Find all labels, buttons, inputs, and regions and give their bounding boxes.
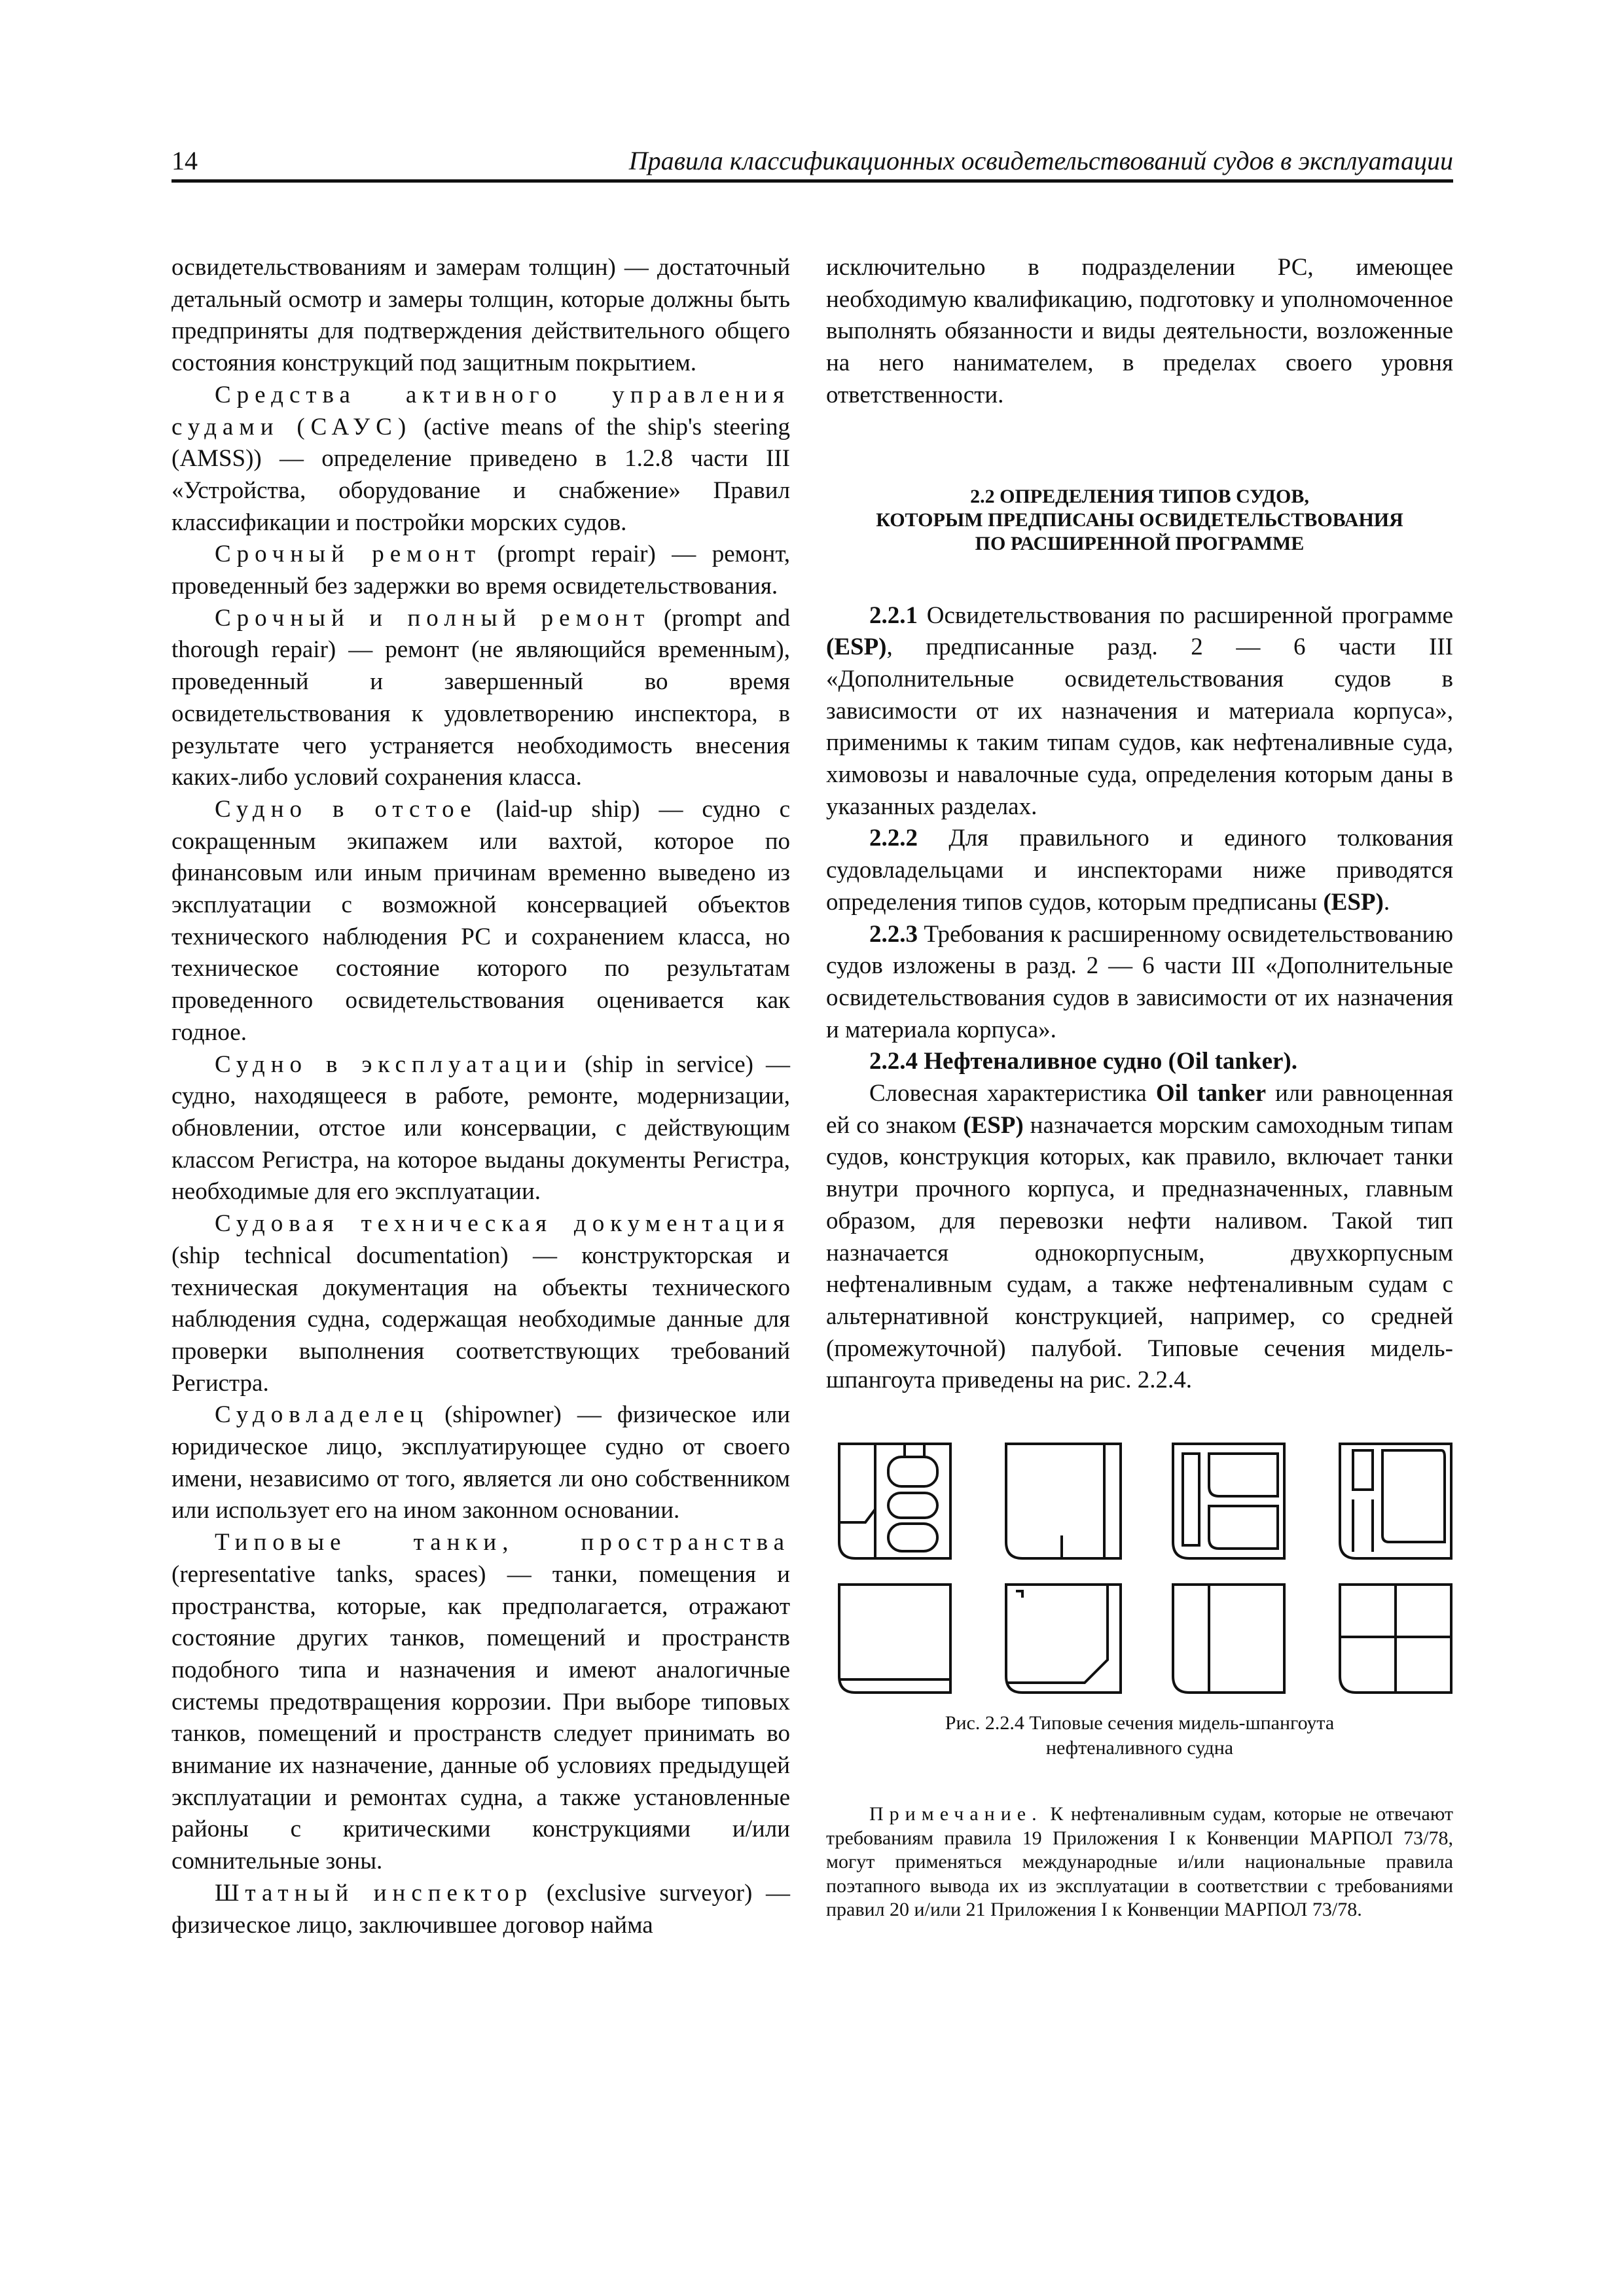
term: Судно в эксплуатации — [215, 1050, 573, 1078]
section-box-single-hull — [839, 1585, 950, 1693]
note-label: Примечание. — [869, 1803, 1043, 1825]
clause-2-2-4-title: 2.2.4 Нефтеналивное судно (Oil tanker). — [869, 1048, 1297, 1075]
term: Судовладелец — [215, 1401, 429, 1429]
term: Штатный инспектор — [215, 1879, 533, 1907]
term: Судно в отстое — [215, 795, 477, 823]
section-heading: 2.2 ОПРЕДЕЛЕНИЯ ТИПОВ СУДОВ, КОТОРЫМ ПРЕДПИСАНЫ ОСВИДЕТЕЛЬСТВОВАНИЯ ПО РАСШИРЕННОЙ ПРОГРАММЕ — [876, 485, 1403, 554]
definition-ship-in-service: Судно в эксплуатации (ship in service) — судно, находящееся в работе, ремонте, модернизации, обновлении, отстое или консервации, с действующим классом Регистра, на которое выданы документы Регистра, необходимые для его эксплуатации. — [171, 1050, 790, 1206]
page-header — [171, 143, 1453, 183]
definition-shipowner: Судовладелец (shipowner) — физическое или юридическое лицо, эксплуатирующее судно от своего имени, независимо от того, является ли оно собственником или использует его на ином законном основании. — [171, 1401, 790, 1524]
term: Судовая техническая документация — [215, 1210, 790, 1238]
midship-sections-diagram — [826, 1437, 1453, 1699]
definition-technical-documentation: Судовая техническая документация (ship technical documentation) — конструкторская и техническая документация на объекты технического наблюдения судна, содержащая необходимые данные для проверки выполнения соответствующих требований Регистра. — [171, 1210, 790, 1397]
section-box-longitudinal-bulkhead — [1173, 1585, 1284, 1693]
definition-exclusive-surveyor: Штатный инспектор (exclusive surveyor) — физическое лицо, заключившее договор найма — [171, 1879, 790, 1939]
clause-2-2-2: 2.2.2 Для правильного и единого толкования судовладельцами и инспекторами ниже приводятся определения типов судов, которым предписаны (ESP). — [826, 825, 1453, 916]
figure-2-2-4 — [826, 1423, 1453, 1763]
paragraph: освидетельствованиям и замерам толщин) — достаточный детальный осмотр и замеры толщин, которые должны быть предприняты для подтверждения действительного общего состояния конструкций под защитным покрытием. — [171, 254, 790, 377]
term: Срочный ремонт — [215, 541, 482, 568]
section-double-hull-rounded-tanks — [1173, 1444, 1284, 1558]
figure-caption: Рис. 2.2.4 Типовые сечения мидель-шпангоута нефтеналивного судна — [945, 1712, 1335, 1759]
definition-representative-tanks: Типовые танки, пространства (representative tanks, spaces) — танки, помещения и пространства, которые, как предполагается, отражают состояние других танков, помещений и пространств подобного типа и назначения и имеют аналогичные системы предотвращения коррозии. При выборе типовых танков, помещений и пространств следует принимать во внимание их назначение, данные об условиях предыдущей эксплуатации и ремонтах судна, а также установленные районы с критическими конструкциями и/или сомнительные зоны. — [171, 1529, 790, 1875]
definition-laid-up-ship: Судно в отстое (laid-up ship) — судно с сокращенным экипажем или вахтой, которое по финансовым или иным причинам временно выведено из эксплуатации с возможной консервацией объектов технического наблюдения РС и сохранением класса, но техническое состояние которого по результатам проведенного освидетельствования оценивается как годное. — [171, 795, 790, 1046]
clause-2-2-3: 2.2.3 Требования к расширенному освидетельствованию судов изложены в разд. 2 — 6 части III «Дополнительные освидетельствования судов в зависимости от их назначения и материала корпуса». — [826, 920, 1453, 1043]
page-number: 14 — [171, 146, 198, 175]
term: Срочный и полный ремонт — [215, 604, 651, 632]
term: Типовые танки, пространства — [215, 1529, 790, 1556]
section-single-hull — [1006, 1444, 1121, 1558]
term: Средства активного управления судами (САУС) — [171, 381, 790, 440]
section-double-hull-wing-tanks — [1340, 1444, 1451, 1558]
clause-2-2-1: 2.2.1 Освидетельствования по расширенной программе (ESP), предписанные разд. 2 — 6 части III «Дополнительные освидетельствования судов в зависимости от их назначения и материала корпуса», применимы к таким типам судов, как нефтеналивные суда, химовозы и навалочные суда, определения которым даны в указанных разделах. — [826, 601, 1453, 820]
paragraph: исключительно в подразделении РС, имеющее необходимую квалификацию, подготовку и уполномоченное выполнять обязанности и виды деятельности, возложенные на него нанимателем, в пределах своего уровня ответственности. — [826, 254, 1453, 408]
definition-amss: Средства активного управления судами (САУС) (active means of the ship's steering (AMSS)) — определение приведено в 1.2.8 части III «Устройства, оборудование и снабжение» Правил классификации и постройки морских судов. — [171, 381, 790, 536]
section-double-hull-cylindrical-tanks — [839, 1444, 950, 1558]
note: Примечание. К нефтеналивным судам, которые не отвечают требованиям правила 19 Приложения I к Конвенции МАРПОЛ 73/78, могут применяться международные и/или национальные правила поэтапного вывода их из эксплуатации в соответствии с требованиями правил 20 и/или 21 Приложения I к Конвенции МАРПОЛ 73/78. — [826, 1803, 1453, 1921]
clause-2-2-4-body: Словесная характеристика Oil tanker или равноценная ей со знаком (ESP) назначается морским самоходным типам судов, конструкция которых, как правило, включает танки внутри прочного корпуса, и предназначенных, главным образом, для перевозки нефти наливом. Такой тип назначается однокорпусным, двухкорпусным нефтеналивным судам, а также нефтеналивным судам с альтернативной конструкцией, например, со средней (промежуточной) палубой. Типовые сечения мидель-шпангоута приведены на рис. 2.2.4. — [826, 1080, 1453, 1394]
section-box-intermediate-deck — [1340, 1585, 1451, 1693]
running-title: Правила классификационных освидетельствований судов в эксплуатации — [628, 146, 1453, 175]
right-column — [826, 252, 1453, 1922]
definition-prompt-thorough-repair: Срочный и полный ремонт (prompt and thorough repair) — ремонт (не являющийся временным), проведенный и завершенный во время освидетельствования к удовлетворению инспектора, в результате чего устраняется необходимость внесения каких-либо условий сохранения класса. — [171, 604, 791, 791]
definition-prompt-repair: Срочный ремонт (prompt repair) — ремонт, проведенный без задержки во время освидетельствования. — [171, 541, 790, 600]
left-column — [171, 252, 790, 1941]
section-box-chamfered — [1006, 1585, 1121, 1693]
